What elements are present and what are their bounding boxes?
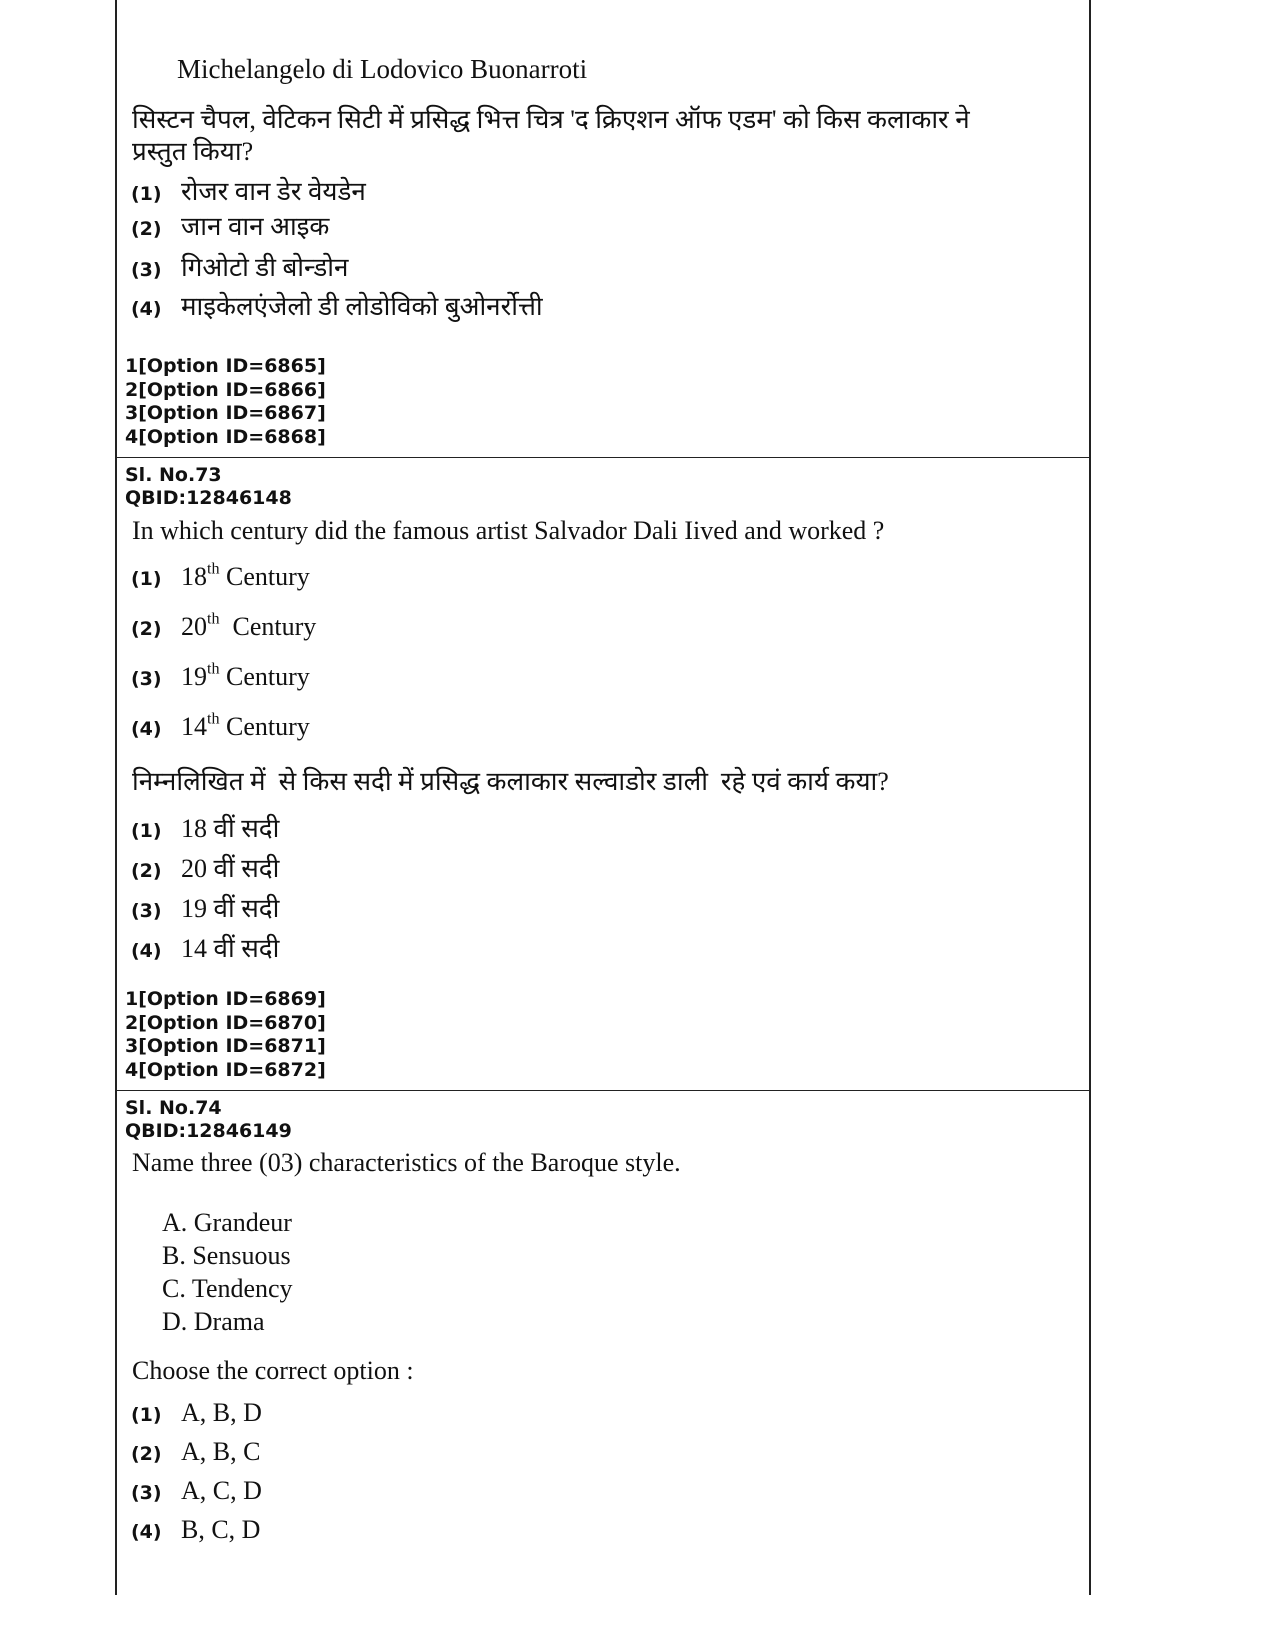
hindi-option-3 (117, 889, 279, 925)
qbid: QBID:12846149 (125, 1120, 292, 1142)
hindi-question-text: निम्नलिखित में से किस सदी में प्रसिद्ध कलाकार सल्वाडोर डाली रहे एवं कार्य कया? (132, 767, 889, 796)
option-number: (3) (131, 259, 162, 281)
option-text: 14 वीं सदी (181, 934, 280, 963)
option-4 (117, 1515, 260, 1545)
question-block-74 (117, 1091, 1089, 1591)
hindi-option-2 (117, 849, 279, 885)
list-item: B. Sensuous (162, 1241, 291, 1270)
question-block-72 (117, 0, 1089, 458)
english-option-tail: Michelangelo di Lodovico Buonarroti (177, 54, 588, 84)
option-text: 20th Century (181, 610, 317, 641)
option-number: (1) (131, 183, 162, 205)
option-id-list (117, 355, 326, 449)
question-text: Name three (03) characteristics of the Baroque style. (132, 1148, 681, 1177)
hindi-option-4 (117, 929, 279, 965)
option-number: (2) (131, 218, 162, 240)
option-number: (3) (131, 1482, 162, 1504)
option-text: 20 वीं सदी (181, 854, 280, 883)
option-number: (4) (131, 1521, 162, 1543)
option-number: (2) (131, 1443, 162, 1465)
option-id: 1[Option ID=6869] (125, 988, 326, 1010)
option-id: 2[Option ID=6870] (125, 1011, 326, 1034)
option-4 (117, 712, 310, 742)
option-2 (117, 1437, 260, 1467)
hindi-option-2 (117, 207, 329, 243)
question-text: In which century did the famous artist Salvador Dali Iived and worked ? (132, 516, 885, 545)
list-item: C. Tendency (162, 1274, 293, 1303)
option-text: जान वान आइक (181, 212, 330, 241)
hindi-option-1 (117, 809, 279, 845)
option-id-list (117, 988, 326, 1082)
hindi-option-1 (117, 172, 366, 208)
option-id: 2[Option ID=6866] (125, 378, 326, 401)
hindi-question-text: सिस्टन चैपल, वेटिकन सिटी में प्रसिद्ध भित्त चित्र 'द क्रिएशन ऑफ एडम' को किस कलाकार ने प्रस्तुत किया? (132, 105, 970, 166)
option-id: 4[Option ID=6872] (125, 1058, 326, 1081)
option-number: (2) (131, 860, 162, 882)
option-id: 4[Option ID=6868] (125, 425, 326, 448)
option-number: (3) (131, 900, 162, 922)
option-3 (117, 662, 310, 692)
option-number: (4) (131, 940, 162, 962)
option-text: 18th Century (181, 560, 310, 591)
option-text: B, C, D (181, 1515, 261, 1544)
hindi-option-3 (117, 248, 348, 284)
option-text: रोजर वान डेर वेयडेन (181, 177, 366, 206)
option-text: A, B, D (181, 1398, 262, 1427)
question-block-73 (117, 458, 1089, 1091)
option-1 (117, 562, 310, 592)
option-number: (2) (131, 618, 162, 640)
qbid: QBID:12846148 (125, 487, 292, 509)
option-text: A, C, D (181, 1476, 262, 1505)
question-paper (115, 0, 1091, 1595)
list-item: A. Grandeur (162, 1208, 292, 1237)
option-3 (117, 1476, 262, 1506)
option-number: (3) (131, 668, 162, 690)
option-number: (4) (131, 298, 162, 320)
instruction-text: Choose the correct option : (132, 1356, 414, 1385)
option-text: 19th Century (181, 660, 310, 691)
option-id: 3[Option ID=6871] (125, 1035, 326, 1057)
option-text: 14th Century (181, 710, 310, 741)
option-number: (1) (131, 568, 162, 590)
option-1 (117, 1398, 262, 1428)
option-number: (1) (131, 820, 162, 842)
serial-number: Sl. No.73 (125, 464, 222, 486)
option-text: गिओटो डी बोन्डोन (181, 253, 349, 282)
option-id: 3[Option ID=6867] (125, 402, 326, 424)
list-item: D. Drama (162, 1307, 265, 1336)
option-2 (117, 612, 316, 642)
option-text: माइकेलएंजेलो डी लोडोविको बुओनर्रोत्ती (181, 292, 543, 321)
hindi-option-4 (117, 287, 543, 323)
option-id: 1[Option ID=6865] (125, 355, 326, 377)
option-text: 18 वीं सदी (181, 814, 280, 843)
option-text: A, B, C (181, 1437, 261, 1466)
serial-number: Sl. No.74 (125, 1097, 222, 1119)
option-number: (4) (131, 718, 162, 740)
option-number: (1) (131, 1404, 162, 1426)
option-text: 19 वीं सदी (181, 894, 280, 923)
characteristics-list (117, 1206, 293, 1338)
